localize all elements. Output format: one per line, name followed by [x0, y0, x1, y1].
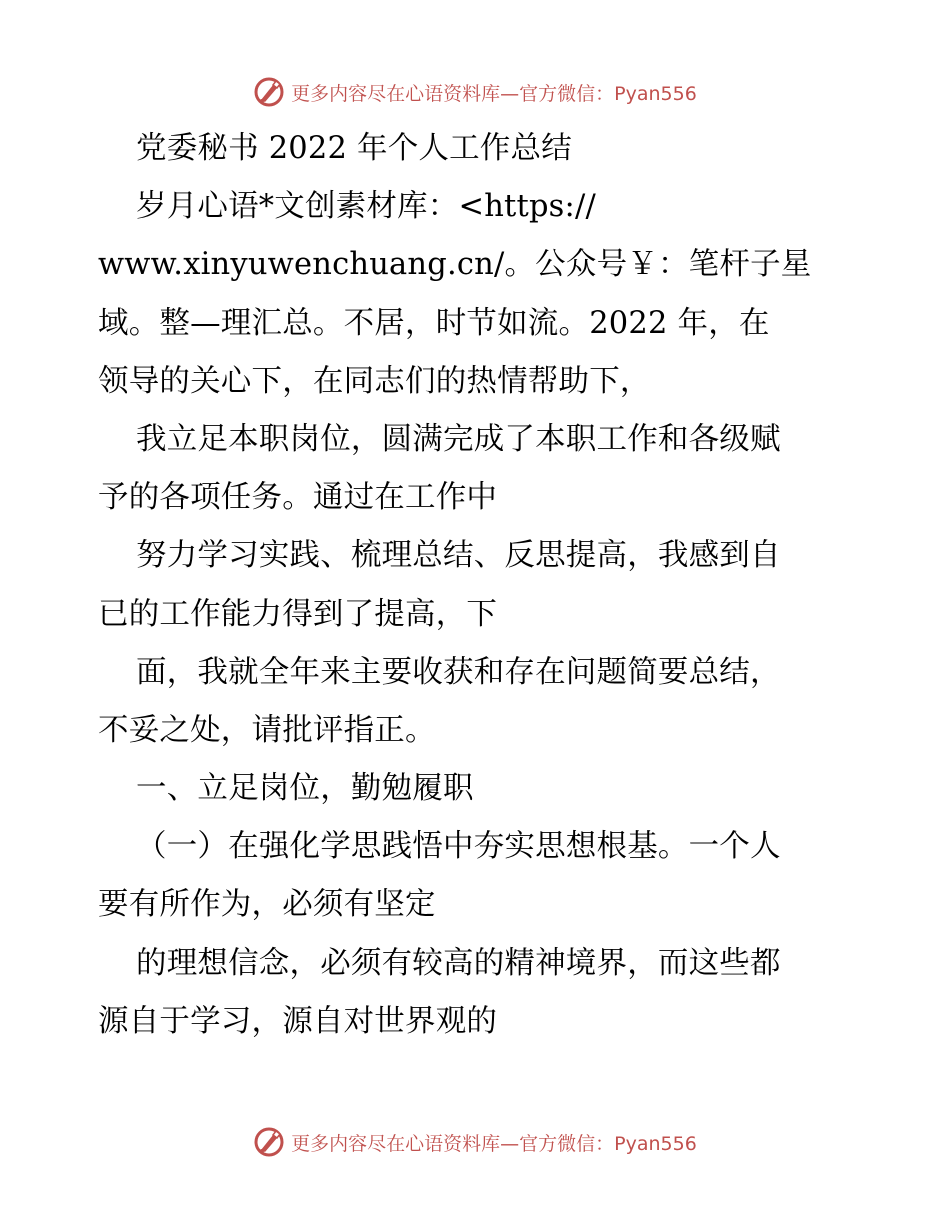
- text-line: 我立足本职岗位，圆满完成了本职工作和各级赋: [136, 421, 781, 457]
- text-line: （一）在强化学思践悟中夯实思想根基。一个人: [136, 829, 781, 865]
- text-line: 源自于学习，源自对世界观的: [98, 1003, 498, 1039]
- text-line: 面，我就全年来主要收获和存在问题简要总结，: [136, 654, 781, 690]
- text-line: www.xinyuwenchuang.cn/。公众号￥：笔杆子星: [98, 247, 812, 283]
- pen-logo-icon: [253, 1126, 285, 1158]
- text-line: 已的工作能力得到了提高，下: [98, 596, 498, 632]
- text-line: 党委秘书 2022 年个人工作总结: [136, 131, 572, 166]
- document-body: [98, 120, 858, 1051]
- text-line: 的理想信念，必须有较高的精神境界，而这些都: [136, 945, 781, 981]
- text-line: 岁月心语*文创素材库：<https://: [136, 189, 596, 225]
- text-line: 予的各项任务。通过在工作中: [98, 480, 498, 516]
- header-banner: [0, 72, 950, 112]
- text-line: 一、立足岗位，勤勉履职: [136, 771, 474, 807]
- text-line: 努力学习实践、梳理总结、反思提高，我感到自: [136, 538, 781, 574]
- header-banner-text: 更多内容尽在心语资料库—官方微信：Pyan556: [291, 82, 697, 105]
- text-line: 领导的关心下，在同志们的热情帮助下，: [98, 363, 651, 399]
- text-line: 不妥之处，请批评指正。: [98, 712, 436, 748]
- text-line: 要有所作为，必须有坚定: [98, 887, 436, 923]
- footer-banner-text: 更多内容尽在心语资料库—官方微信：Pyan556: [291, 1132, 697, 1155]
- pen-logo-icon: [253, 76, 285, 108]
- footer-banner: [0, 1122, 950, 1162]
- text-line: 域。整—理汇总。不居，时节如流。2022 年，在: [98, 305, 770, 341]
